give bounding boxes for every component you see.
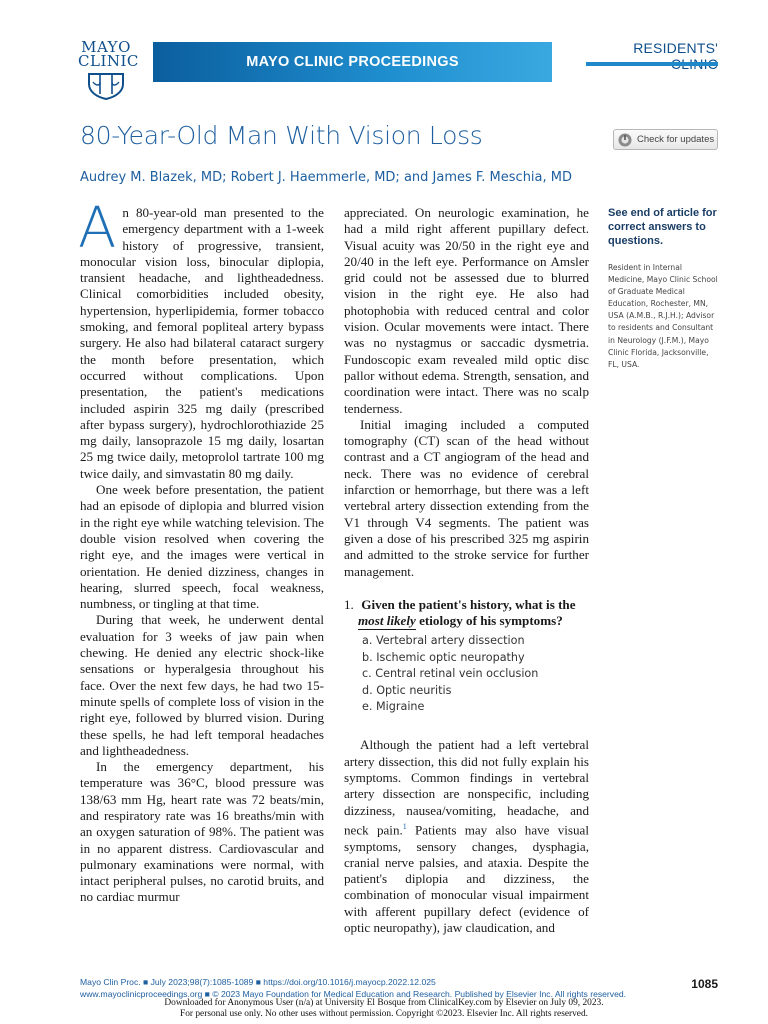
question-emphasis: most likely	[358, 613, 416, 630]
discussion-text-end: Patients may also have visual symptoms, sensory changes, dysphagia, cranial nerve palsies, and ataxia. Despite the patient's diplopia and dizziness, the combination of monocular visual impairment with afferent pupillary defect (evidence of optic neuropathy), jaw claudication, and	[344, 822, 589, 936]
answers-note: See end of article for correct answers to questions.	[608, 207, 717, 247]
history-paragraph: One week before presentation, the patient had an episode of diplopia and blurred vision in the right eye while watching television. The double vision resolved when covering the right eye, and the images were vertical in orientation. He denied dizziness, changes in hearing, slurred speech, focal weakness, numbness, or tingling at that time.	[80, 482, 324, 612]
page-number: 1085	[691, 977, 718, 991]
check-for-updates-button[interactable]	[613, 129, 718, 150]
answer-option: b. Ischemic optic neuropathy	[362, 650, 525, 664]
answer-option: d. Optic neuritis	[362, 683, 452, 697]
intro-paragraph	[78, 196, 324, 482]
drop-cap: A	[78, 196, 117, 261]
journal-name: MAYO CLINIC PROCEEDINGS	[246, 54, 459, 70]
question-text-start: Given the patient's history, what is the	[361, 596, 576, 612]
shield-icon	[87, 72, 125, 100]
body-column-left	[78, 196, 324, 906]
footer-citation[interactable]: Mayo Clin Proc. ■ July 2023;98(7):1085-1089 ■ https://doi.org/10.1016/j.mayocp.2022.12.025	[80, 977, 436, 987]
author-list: Audrey M. Blazek, MD; Robert J. Haemmerle, MD; and James F. Meschia, MD	[80, 170, 573, 185]
discussion-text-start: Although the patient had a left vertebral artery dissection, this did not fully explain his symptoms. Common findings in vertebral artery dissection are nonspecific, including dizziness, nausea/vomiting, headache, and neck pain.	[344, 737, 589, 838]
download-notice: Downloaded for Anonymous User (n/a) at University El Bosque from ClinicalKey.com by Elsevier on July 09, 2023.	[164, 998, 604, 1008]
author-affiliations: Resident in Internal Medicine, Mayo Clinic School of Graduate Medical Education, Rochester, MN, USA (A.M.B., R.J.H.); Advisor to residents and Consultant in Neurology (J.F.M.), Mayo Clinic Florida, Jacksonville, FL, USA.	[608, 263, 718, 369]
intro-text: n 80-year-old man presented to the emergency department with a 1-week history of progressive, transient, monocular vision loss, binocular diplopia, transient headache, and lightheadedness. Clinical comorbidities included obesity, hypertension, hyperlipidemia, former tobacco smoking, and femoral popliteal artery bypass surgery. He also had bilateral cataract surgery the month before presentation, which occurred without complications. Upon presentation, the patient's medications included aspirin 325 mg daily (prescribed after bypass surgery), hydrochlorothiazide 25 mg daily, lansoprazole 15 mg daily, losartan 25 mg twice daily, metoprolol tartrate 100 mg twice daily, and simvastatin 80 mg daily.	[80, 205, 324, 481]
neuro-exam-paragraph: appreciated. On neurologic examination, he had a mild right afferent pupillary defect. Visual acuity was 20/50 in the right eye and 20/40 in the left eye. Performance on Amsler grid could not be assessed due to blurred vision in the right eye. He also had photophobia with reduced central and color vision. Ocular movements were intact. There was no nystagmus or saccadic dysmetria. Fundoscopic exam revealed mild optic disc pallor without edema. Strength, sensation, and coordination were intact. There was no scalp tenderness.	[344, 205, 589, 416]
answer-options	[362, 633, 589, 715]
sidebar	[608, 206, 720, 371]
article-title: 80-Year-Old Man With Vision Loss	[80, 121, 483, 150]
logo-word-mayo: MAYO	[81, 38, 131, 56]
footer-website[interactable]: www.mayoclinicproceedings.org ■ © 2023 Mayo Foundation for Medical Education and Research. Published by Elsevier Inc. All rights reserved.	[80, 989, 627, 999]
copyright-notice: For personal use only. No other uses without permission. Copyright ©2023. Elsevier Inc. All rights reserved.	[179, 1009, 589, 1019]
crossmark-icon	[618, 133, 632, 147]
section-label: RESIDENTS'	[633, 40, 718, 56]
section-rule	[586, 62, 718, 66]
mayo-clinic-logo	[78, 38, 139, 100]
body-column-right	[344, 205, 589, 936]
answer-option: a. Vertebral artery dissection	[362, 634, 525, 648]
dental-paragraph: During that week, he underwent dental evaluation for 3 weeks of jaw pain when chewing. He denied any electric shock-like sensations or hyperalgesia throughout his face. Over the next few days, he had two 15-minute spells of complete loss of vision in the right eye, followed by blurred vision. During these spells, he had left temporal headaches and lightheadedness.	[80, 612, 324, 758]
journal-banner	[153, 42, 552, 82]
question-1	[344, 597, 589, 631]
discussion-paragraph	[344, 737, 589, 936]
answer-option: e. Migraine	[362, 700, 425, 714]
ed-exam-paragraph: In the emergency department, his temperature was 36°C, blood pressure was 138/63 mm Hg, heart rate was 72 beats/min, and respiratory rate was 16 breaths/min with an oxygen saturation of 98%. The patient was in no apparent distress. Cardiovascular and pulmonary examinations were normal, with intact peripheral pulses, no carotid bruits, and no cardiac murmur	[80, 759, 324, 905]
imaging-paragraph: Initial imaging included a computed tomography (CT) scan of the head without contrast and a CT angiogram of the head and neck. There was no evidence of cerebral infarction or hemorrhage, but there was a left vertebral artery dissection extending from the V1 through V4 segments. The patient was given a dose of his prescribed 325 mg aspirin and admitted to the stroke service for further management.	[344, 416, 589, 579]
logo-word-clinic: CLINIC	[78, 52, 139, 70]
question-text-end: etiology of his symptoms?	[419, 613, 563, 629]
check-for-updates-label: Check for updates	[637, 134, 715, 145]
reference-link[interactable]: 1	[402, 821, 407, 831]
question-number: 1.	[344, 596, 354, 612]
answer-option: c. Central retinal vein occlusion	[362, 667, 539, 681]
